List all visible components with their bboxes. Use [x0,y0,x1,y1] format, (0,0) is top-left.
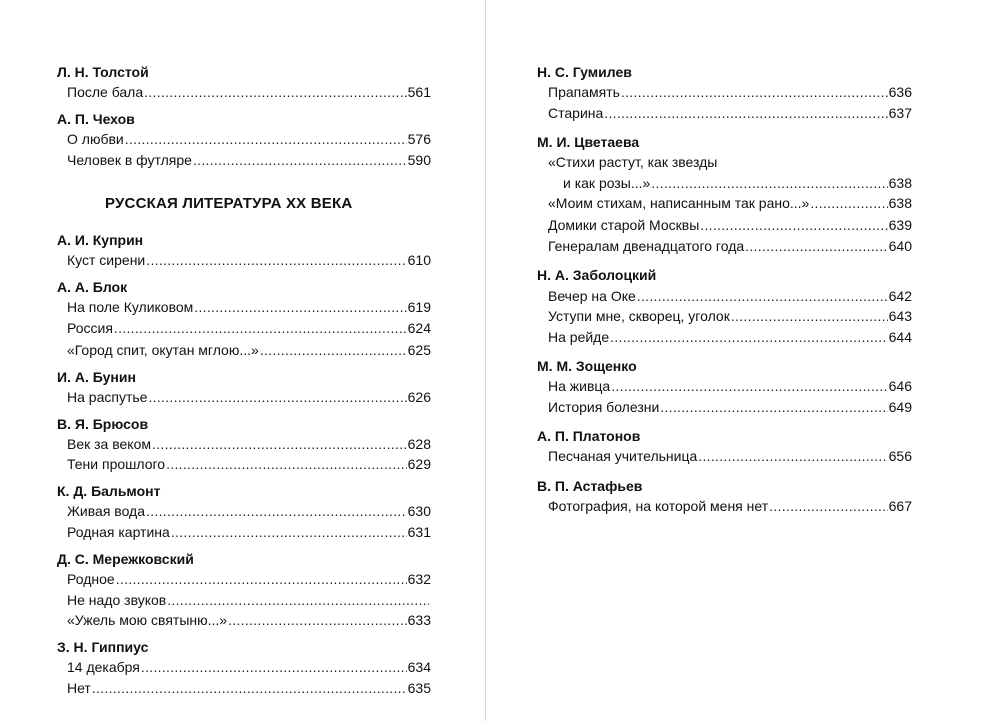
toc-entry[interactable] [67,130,431,148]
entry-page: 644 [888,329,912,345]
entry-title: Песчаная учительница [548,448,698,464]
toc-entry[interactable] [548,497,912,515]
entry-page: 634 [407,659,431,675]
entry-page: 590 [407,152,431,168]
entry-page: 649 [888,399,912,415]
toc-entry[interactable] [67,151,431,169]
entry-title: После бала [67,84,144,100]
entry-title: Нет [67,680,91,696]
toc-entry[interactable] [548,377,912,395]
toc-entry[interactable] [67,455,431,473]
entry-page: 632 [407,571,431,587]
toc-entry[interactable] [548,153,912,171]
author-heading: Л. Н. Толстой [57,64,149,80]
toc-entry[interactable] [67,591,429,609]
entry-page: 639 [888,217,912,233]
dot-leader [745,237,887,255]
entry-title: Вечер на Оке [548,288,636,304]
author-heading: Н. А. Заболоцкий [537,267,657,283]
dot-leader [144,83,407,101]
entry-page: 576 [407,131,431,147]
entry-title: Старина [548,105,604,121]
dot-leader [698,447,887,465]
entry-page: 630 [407,503,431,519]
toc-entry[interactable] [67,341,431,359]
dot-leader [228,611,407,629]
entry-page: 631 [407,524,431,540]
toc-entry[interactable] [67,251,431,269]
toc-entry[interactable] [548,287,912,305]
entry-title: Фотография, на которой меня нет [548,498,769,514]
entry-page: 637 [888,105,912,121]
dot-leader [116,570,407,588]
dot-leader [92,679,407,697]
entry-title: Уступи мне, скворец, уголок [548,308,730,324]
dot-leader [171,523,407,541]
dot-leader [731,307,888,325]
entry-title: Домики старой Москвы [548,217,700,233]
entry-title: и как розы...» [563,175,651,191]
dot-leader [604,104,887,122]
toc-entry[interactable] [67,319,431,337]
entry-page: 626 [407,389,431,405]
entry-title: Век за веком [67,436,151,452]
toc-entry[interactable] [67,570,431,588]
author-heading: А. П. Чехов [57,111,135,127]
dot-leader [166,455,407,473]
dot-leader [610,328,888,346]
entry-title: Прапамять [548,84,620,100]
dot-leader [193,151,407,169]
entry-title: Тени прошлого [67,456,166,472]
author-heading: М. И. Цветаева [537,134,640,150]
toc-entry[interactable] [67,679,431,697]
entry-title: О любви [67,131,124,147]
dot-leader [611,377,887,395]
author-heading: К. Д. Бальмонт [57,483,161,499]
toc-entry[interactable] [67,83,431,101]
toc-entry[interactable] [548,104,912,122]
entry-title: «Моим стихам, написанным так рано...» [548,195,810,211]
toc-entry[interactable] [548,216,912,234]
entry-title: Родная картина [67,524,170,540]
dot-leader [141,658,407,676]
dot-leader [146,251,406,269]
toc-entry[interactable] [548,307,912,325]
entry-page: 640 [888,238,912,254]
toc-entry[interactable] [548,447,912,465]
author-heading: В. П. Астафьев [537,478,643,494]
entry-title: Человек в футляре [67,152,192,168]
page-divider [485,0,486,721]
entry-title: 14 декабря [67,659,140,675]
entry-title: «Ужель мою святыню...» [67,612,228,628]
dot-leader [810,194,887,212]
entry-page: 619 [407,299,431,315]
entry-title: Не надо звуков [67,592,167,608]
entry-page: 624 [407,320,431,336]
section-heading: РУССКАЯ ЛИТЕРАТУРА XX ВЕКА [105,195,353,212]
entry-page: 642 [888,288,912,304]
toc-entry[interactable] [548,194,912,212]
dot-leader [660,398,887,416]
dot-leader [114,319,407,337]
entry-title: На поле Куликовом [67,299,194,315]
entry-title: Родное [67,571,115,587]
entry-title: На распутье [67,389,148,405]
toc-entry[interactable] [67,658,431,676]
toc-entry[interactable] [548,83,912,101]
toc-entry[interactable] [563,174,912,192]
dot-leader [651,174,887,192]
entry-page: 643 [888,308,912,324]
dot-leader [700,216,887,234]
entry-title: На живца [548,378,611,394]
entry-page: 656 [888,448,912,464]
entry-title: На рейде [548,329,610,345]
entry-title: «Город спит, окутан мглою...» [67,342,259,358]
author-heading: А. И. Куприн [57,232,144,248]
entry-page: 628 [407,436,431,452]
dot-leader [194,298,406,316]
toc-entry[interactable] [548,328,912,346]
dot-leader [148,388,406,406]
author-heading: И. А. Бунин [57,369,136,385]
entry-title: История болезни [548,399,660,415]
entry-title: Генералам двенадцатого года [548,238,745,254]
dot-leader [260,341,407,359]
author-heading: Н. С. Гумилев [537,64,632,80]
entry-page: 636 [888,84,912,100]
entry-page: 667 [888,498,912,514]
toc-entry[interactable] [548,398,912,416]
author-heading: Д. С. Мережковский [57,551,194,567]
toc-entry[interactable] [67,523,431,541]
dot-leader [152,435,407,453]
dot-leader [125,130,407,148]
toc-entry[interactable] [67,502,431,520]
entry-title: Живая вода [67,503,145,519]
entry-page: 629 [407,456,431,472]
dot-leader [167,591,429,609]
dot-leader [769,497,888,515]
entry-page: 610 [407,252,431,268]
dot-leader [621,83,888,101]
entry-page: 638 [888,175,912,191]
toc-entry[interactable] [67,298,431,316]
dot-leader [146,502,407,520]
toc-entry[interactable] [548,237,912,255]
author-heading: А. А. Блок [57,279,128,295]
toc-entry[interactable] [67,388,431,406]
entry-page: 561 [407,84,431,100]
author-heading: А. П. Платонов [537,428,641,444]
author-heading: В. Я. Брюсов [57,416,149,432]
author-heading: З. Н. Гиппиус [57,639,149,655]
author-heading: М. М. Зощенко [537,358,637,374]
entry-title: Россия [67,320,113,336]
entry-page: 646 [888,378,912,394]
entry-page: 638 [888,195,912,211]
entry-page: 625 [407,342,431,358]
entry-page: 635 [407,680,431,696]
entry-page: 633 [407,612,431,628]
dot-leader [637,287,888,305]
toc-entry[interactable] [67,611,431,629]
entry-title: Куст сирени [67,252,146,268]
entry-title: «Стихи растут, как звезды [548,154,718,170]
toc-entry[interactable] [67,435,431,453]
